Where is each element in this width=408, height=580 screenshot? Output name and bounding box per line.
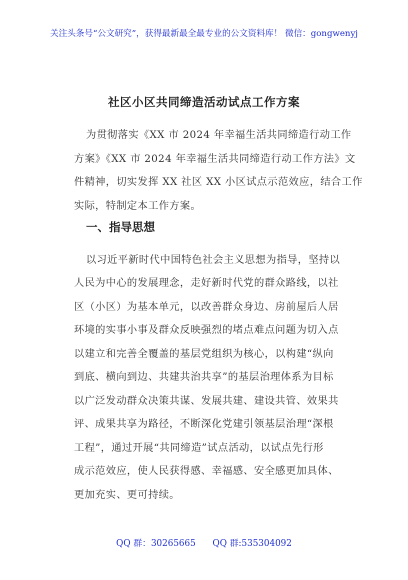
intro-line-1: 为贯彻落实《XX 市 2024 年幸福生活共同缔造行动工作: [86, 130, 352, 141]
section-1-line-9: 工程”，通过开展“共同缔造”试点活动，以试点先行形: [74, 443, 324, 454]
footer-qq-group-2: QQ 群:535304092: [212, 539, 292, 549]
intro-line-3: 件精神，切实发挥 XX 社区 XX 小区试点示范效应，结合工作: [74, 177, 363, 188]
intro-line-4: 实际，特制定本工作方案。: [74, 201, 202, 212]
section-1-line-4: 环境的实事小事及群众反映强烈的堵点难点问题为切入点: [74, 325, 339, 336]
document-title: 社区小区共同缔造活动试点工作方案: [108, 95, 300, 109]
section-1-line-6: 到底、横向到边、共建共治共享”的基层治理体系为目标: [74, 372, 334, 383]
footer-qq-group-1: QQ 群：30265665: [116, 539, 196, 549]
footer-contacts: [0, 536, 408, 549]
intro-line-2: 方案》《XX 市 2024 年幸福生活共同缔造行动工作方法》文: [74, 154, 356, 165]
section-1-line-8: 评、成果共享为路径，不断深化党建引领基层治理“深根: [74, 419, 334, 430]
header-promo-note: 关注头条号“公文研究”，获得最新最全最专业的公文资料库！ 微信：gongwenyj: [50, 29, 358, 39]
section-1-line-11: 更加充实、更可持续。: [74, 490, 180, 501]
section-1-line-10: 成示范效应，使人民获得感、幸福感、安全感更加具体、: [74, 466, 339, 477]
section-1-line-3: 区（小区）为基本单元，以改善群众身边、房前屋后人居: [74, 302, 339, 313]
section-heading-guiding-ideology: 一、指导思想: [86, 220, 155, 234]
section-1-line-5: 以建立和完善全覆盖的基层党组织为核心，以构建“纵向: [74, 349, 334, 360]
section-1-line-2: 人民为中心的发展理念，走好新时代党的群众路线，以社: [74, 278, 339, 289]
section-1-line-1: 以习近平新时代中国特色社会主义思想为指导，坚持以: [86, 255, 341, 266]
section-1-line-7: 以广泛发动群众决策共谋、发展共建、建设共管、效果共: [74, 396, 339, 407]
